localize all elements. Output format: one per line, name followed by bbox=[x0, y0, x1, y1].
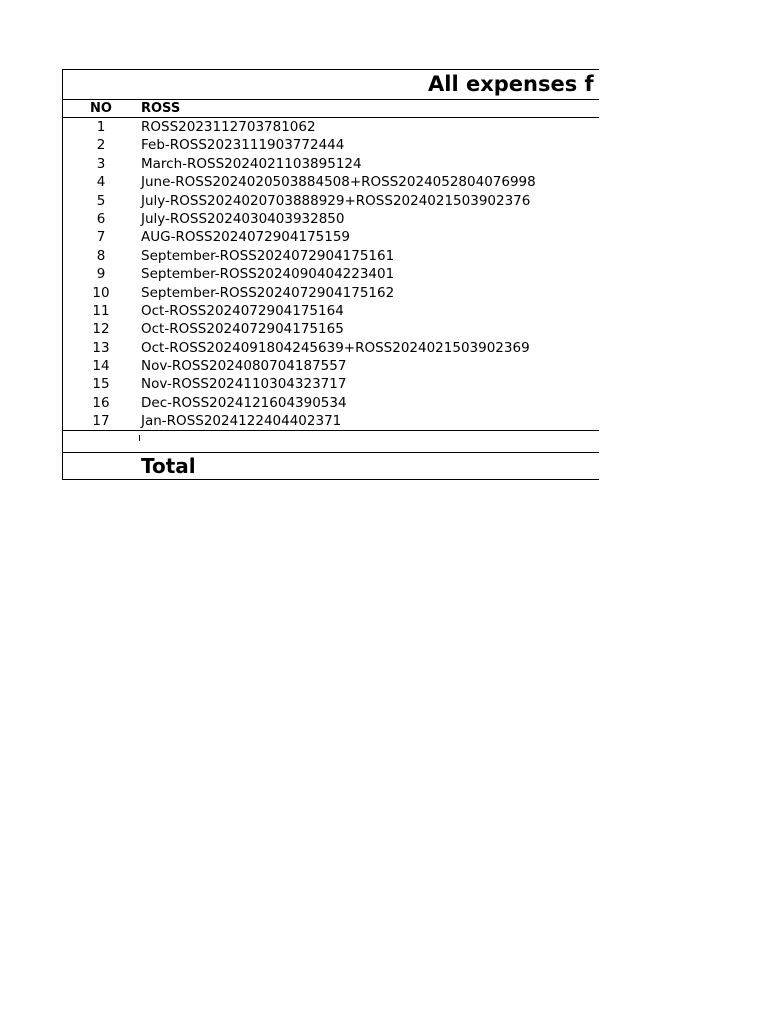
row-ross-code: March-ROSS2024021103895124 bbox=[141, 155, 362, 172]
row-ross-code: September-ROSS2024072904175162 bbox=[141, 284, 395, 301]
table-row bbox=[62, 155, 599, 173]
row-ross-code: Jan-ROSS2024122404402371 bbox=[141, 413, 342, 430]
row-ross-code: July-ROSS2024030403932850 bbox=[141, 210, 345, 227]
bottom-border bbox=[62, 479, 599, 480]
row-number: 9 bbox=[96, 266, 106, 283]
table-row bbox=[62, 192, 599, 210]
row-number: 8 bbox=[96, 247, 106, 264]
row-number: 11 bbox=[92, 302, 110, 319]
row-number: 7 bbox=[96, 229, 106, 246]
row-ross-code: Oct-ROSS2024091804245639+ROSS2024021503902369 bbox=[141, 339, 530, 356]
row-number: 3 bbox=[96, 155, 106, 172]
row-ross-code: AUG-ROSS2024072904175159 bbox=[141, 229, 351, 246]
row-ross-code: Oct-ROSS2024072904175165 bbox=[141, 321, 344, 338]
rows-bottom-border bbox=[62, 430, 599, 431]
row-ross-code: Dec-ROSS2024121604390534 bbox=[141, 394, 347, 411]
row-ross-code: June-ROSS2024020503884508+ROSS2024052804076998 bbox=[141, 174, 536, 191]
table-row bbox=[62, 412, 599, 430]
row-number: 14 bbox=[92, 358, 110, 375]
row-ross-code: July-ROSS2024020703888929+ROSS2024021503902376 bbox=[141, 192, 531, 209]
row-number: 12 bbox=[92, 321, 110, 338]
title-divider bbox=[62, 99, 599, 100]
header-no: NO bbox=[90, 101, 112, 116]
table-row bbox=[62, 265, 599, 283]
table-row bbox=[62, 394, 599, 412]
table-row bbox=[62, 247, 599, 265]
row-number: 16 bbox=[92, 394, 110, 411]
row-number: 1 bbox=[96, 119, 106, 135]
row-number: 17 bbox=[92, 413, 110, 430]
row-ross-code: Nov-ROSS2024110304323717 bbox=[141, 376, 347, 393]
table-row bbox=[62, 320, 599, 338]
expense-rows bbox=[62, 118, 599, 431]
top-border bbox=[62, 69, 599, 70]
row-ross-code: Nov-ROSS2024080704187557 bbox=[141, 358, 347, 375]
table-row bbox=[62, 357, 599, 375]
row-number: 5 bbox=[96, 192, 106, 209]
sheet-title: All expenses f bbox=[428, 72, 594, 96]
row-ross-code: Feb-ROSS2023111903772444 bbox=[141, 137, 345, 154]
row-ross-code: Oct-ROSS2024072904175164 bbox=[141, 302, 344, 319]
row-number: 13 bbox=[92, 339, 110, 356]
row-number: 4 bbox=[96, 174, 106, 191]
table-row bbox=[62, 302, 599, 320]
table-row bbox=[62, 136, 599, 154]
table-row bbox=[62, 210, 599, 228]
row-number: 10 bbox=[92, 284, 110, 301]
row-number: 6 bbox=[96, 210, 106, 227]
table-row bbox=[62, 118, 599, 136]
cell-marker bbox=[139, 435, 140, 441]
total-top-border bbox=[62, 452, 599, 453]
table-row bbox=[62, 173, 599, 191]
row-number: 15 bbox=[92, 376, 110, 393]
row-ross-code: September-ROSS2024072904175161 bbox=[141, 247, 395, 264]
table-row bbox=[62, 228, 599, 246]
row-ross-code: September-ROSS2024090404223401 bbox=[141, 266, 395, 283]
expense-sheet bbox=[62, 69, 599, 480]
table-row bbox=[62, 375, 599, 393]
row-ross-code: ROSS2023112703781062 bbox=[141, 119, 316, 135]
table-row bbox=[62, 284, 599, 302]
row-number: 2 bbox=[96, 137, 106, 154]
table-row bbox=[62, 339, 599, 357]
total-label: Total bbox=[141, 454, 196, 478]
header-ross: ROSS bbox=[141, 101, 181, 116]
